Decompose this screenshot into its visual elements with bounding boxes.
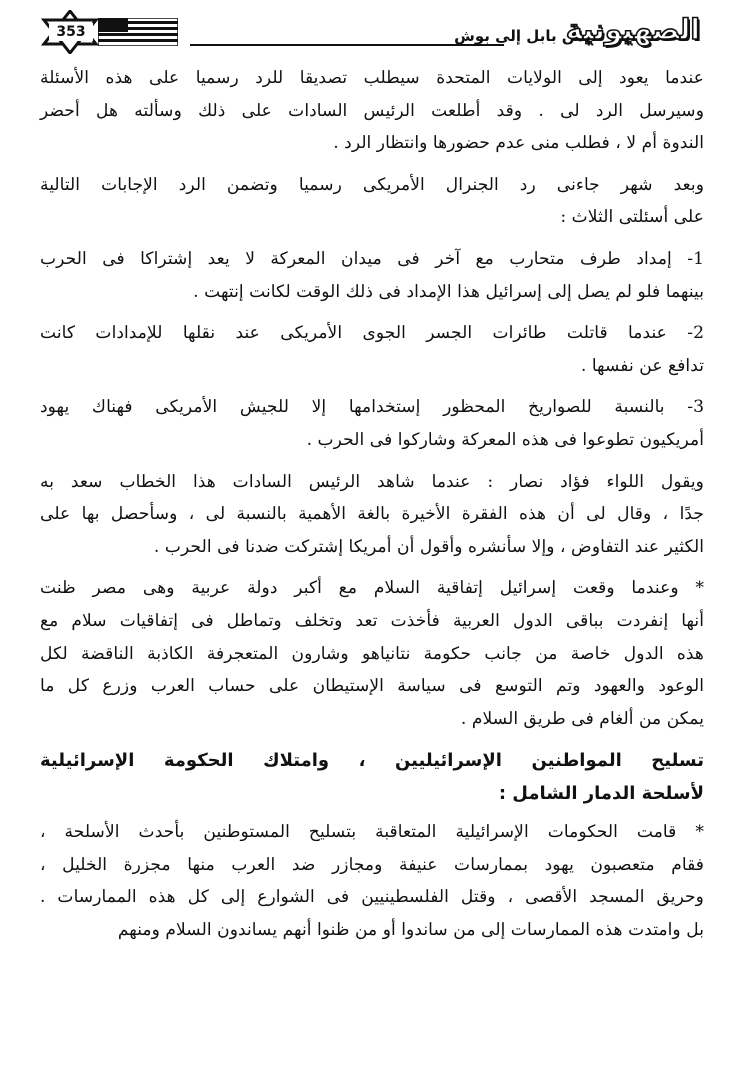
paragraph <box>40 572 704 735</box>
text-line: أمريكيون تطوعوا فى هذه المعركة وشاركوا فى الحرب . <box>306 429 704 450</box>
text-line: أنها إنفردت بباقى الدول العربية فأخذت تعد وتخلف وتماطل فى إتفاقيات سلام مع <box>40 610 704 631</box>
text-line: الندوة أم لا ، فطلب منى عدم حضورها وانتظار الرد . <box>333 133 704 154</box>
text-line: على أسئلتى الثلاث : <box>560 207 704 228</box>
book-subtitle: ..من بابل إلى بوش <box>454 27 596 45</box>
text-line: الكثير عند التفاوض ، وإلا سأنشره وأقول أن أمريكا إشتركت ضدنا فى الحرب . <box>153 536 704 557</box>
text-line: بينهما فلو لم يصل إلى إسرائيل هذا الإمداد فى ذلك الوقت لكانت إنتهت . <box>193 281 704 302</box>
page-number: 353 <box>49 23 93 41</box>
paragraph <box>40 62 704 160</box>
text-line: هذه الدول خاصة من جانب حكومة نتانياهو وشارون المتعجرفة الكاذبة الناقضة لكل <box>40 643 704 664</box>
paragraph <box>40 317 704 382</box>
page-body <box>40 62 704 956</box>
text-line: فقام متعصبون يهود بممارسات عنيفة ومجازر ضد العرب منها مجزرة الخليل ، <box>40 854 704 875</box>
text-line: تدافع عن نفسها . <box>580 355 704 376</box>
section-heading <box>40 744 704 810</box>
paragraph <box>40 816 704 946</box>
text-line: بل وامتدت هذه الممارسات إلى من ساندوا أو من ظنوا أنهم يساندون السلام ومنهم <box>117 920 704 941</box>
text-line: الوعود والعهود وتم التوسع فى سياسة الإستيطان على حساب العرب وزرع كل ما <box>40 676 704 697</box>
text-line: 2- عندما قاتلت طائرات الجسر الجوى الأمريكى عند نقلها للإمدادات كانت <box>40 323 704 344</box>
text-line: * وعندما وقعت إسرائيل إتفاقية السلام مع أكبر دولة عربية وهى مصر ظنت <box>40 578 704 599</box>
text-line: وبعد شهر جاءنى رد الجنرال الأمريكى رسميا وتضمن الرد الإجابات التالية <box>40 174 704 195</box>
paragraph <box>40 391 704 456</box>
flag-icon <box>98 18 178 46</box>
page-header <box>40 10 700 56</box>
heading-line: تسليح المواطنين الإسرائيليين ، وامتلاك الحكومة الإسرائيلية <box>40 750 704 772</box>
text-line: * قامت الحكومات الإسرائيلية المتعاقبة بتسليح المستوطنين بأحدث الأسلحة ، <box>40 822 704 843</box>
text-line: يمكن من ألغام فى طريق السلام . <box>460 708 704 729</box>
book-title: الصهيونية <box>565 13 700 46</box>
text-line: جدًا ، وقال لى أن هذه الفقرة الأخيرة بالغة الأهمية بالنسبة لى ، وسأحصل بها على <box>40 504 704 525</box>
heading-line: لأسلحة الدمار الشامل : <box>498 783 704 805</box>
text-line: 1- إمداد طرف متحارب مع آخر فى ميدان المعركة لا يعد إشتراكا فى الحرب <box>40 248 704 269</box>
text-line: وسيرسل الرد لى . وقد أطلعت الرئيس السادات على ذلك وسألته هل أحضر <box>40 100 704 121</box>
text-line: 3- بالنسبة للصواريخ المحظور إستخدامها إلا للجيش الأمريكى فهناك يهود <box>40 397 704 418</box>
paragraph <box>40 243 704 308</box>
paragraph <box>40 466 704 564</box>
text-line: عندما يعود إلى الولايات المتحدة سيطلب تصديقا للرد رسميا على هذه الأسئلة <box>40 68 704 88</box>
paragraph <box>40 169 704 234</box>
text-line: وحريق المسجد الأقصى ، وقتل الفلسطينيين فى الشوارع إلى كل هذه الممارسات . <box>40 887 704 908</box>
text-line: ويقول اللواء فؤاد نصار : عندما شاهد الرئيس السادات هذا الخطاب سعد به <box>40 471 704 492</box>
page-number-badge <box>40 10 176 54</box>
